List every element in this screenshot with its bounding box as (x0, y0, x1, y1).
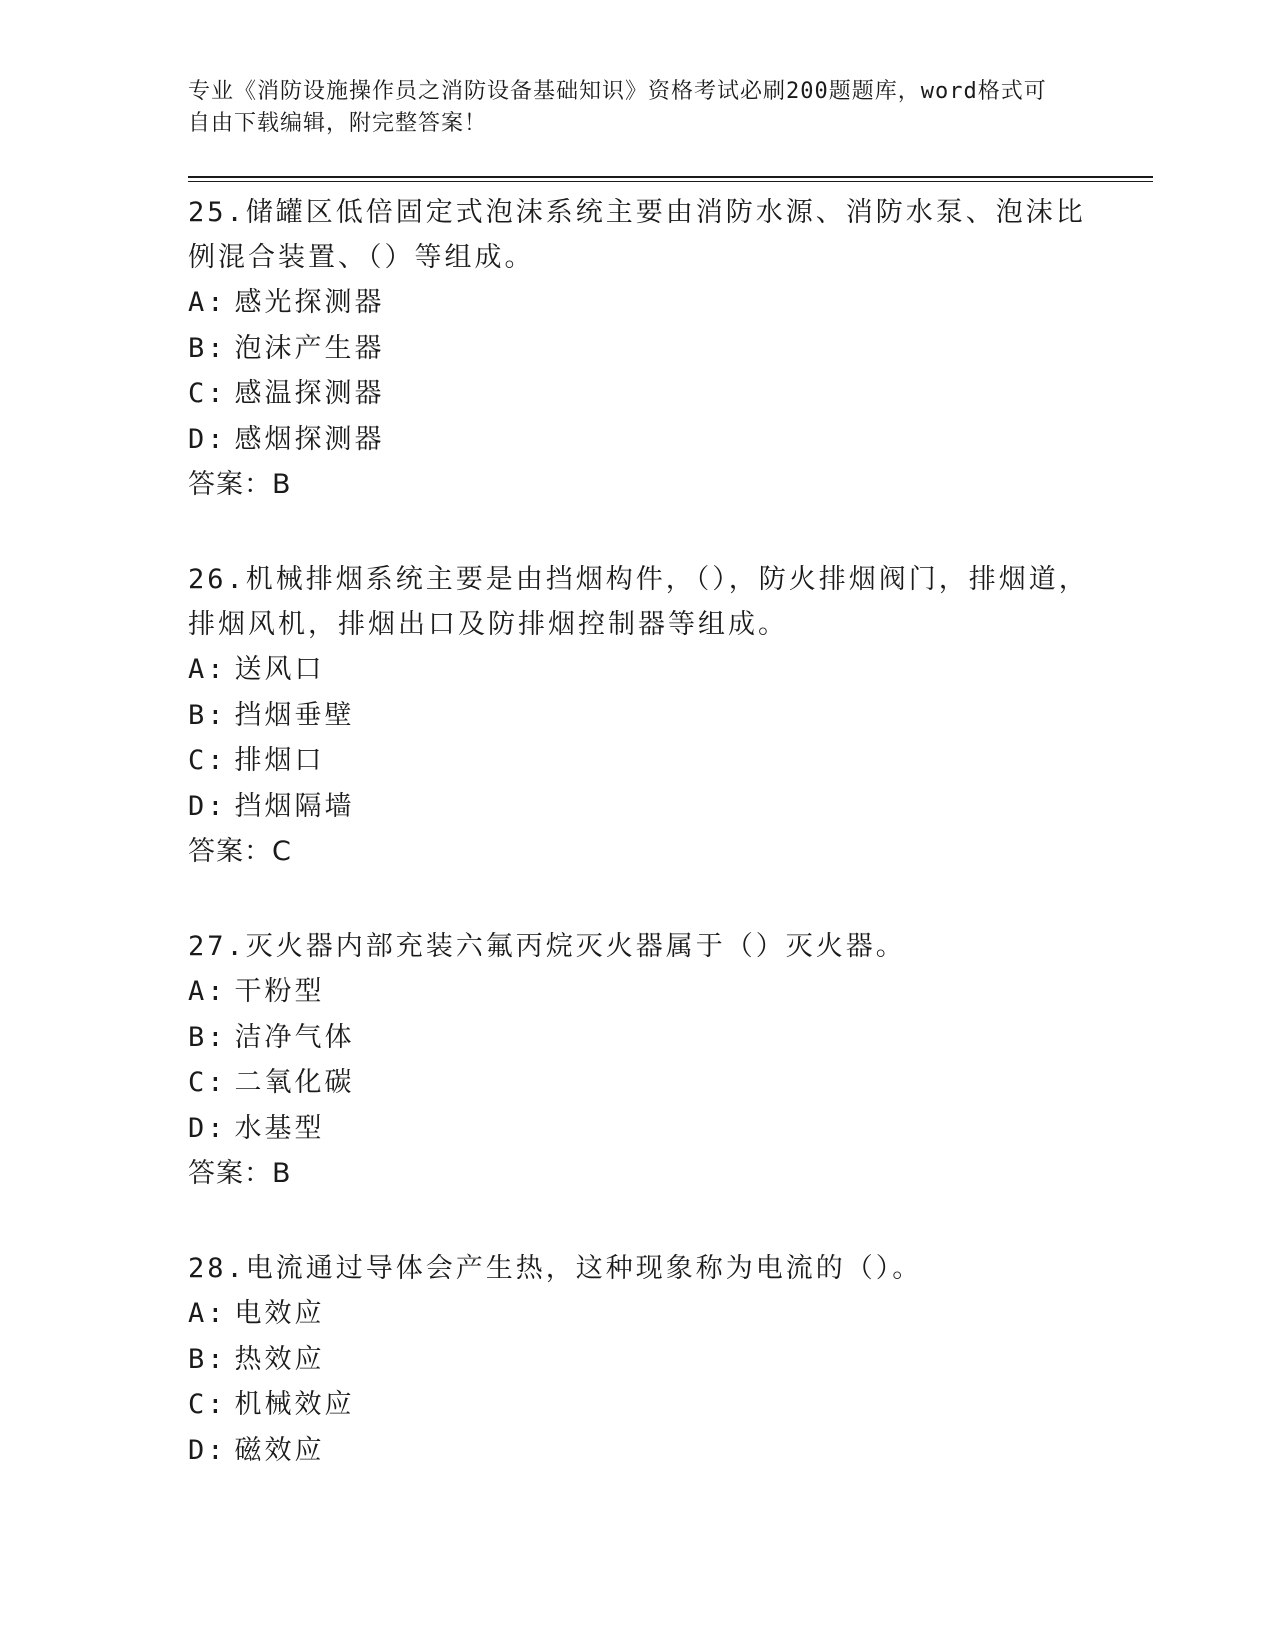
header-divider-thick (188, 176, 1153, 178)
option-c (188, 1060, 1108, 1106)
option-text: 干粉型 (234, 976, 325, 1007)
option-letter: A: (188, 1298, 227, 1329)
option-text: 感温探测器 (234, 378, 385, 409)
option-a (188, 969, 1108, 1015)
option-b (188, 1337, 1108, 1383)
option-a (188, 1291, 1108, 1337)
option-b (188, 693, 1108, 739)
option-b (188, 326, 1108, 372)
option-text: 感光探测器 (234, 287, 385, 318)
option-letter: B: (188, 1343, 227, 1375)
question-stem: 26.机械排烟系统主要是由挡烟构件，（），防火排烟阀门，排烟道，排烟风机，排烟出口及防排烟控制器等组成。 (188, 564, 1089, 640)
question-28 (188, 1246, 1108, 1473)
option-letter: B: (188, 1021, 227, 1053)
option-d (188, 417, 1108, 463)
question-26 (188, 557, 1108, 874)
option-a (188, 647, 1108, 693)
option-letter: C: (188, 1389, 227, 1420)
option-text: 磁效应 (234, 1434, 325, 1466)
option-text: 水基型 (234, 1112, 325, 1144)
option-letter: B: (188, 332, 227, 364)
answer-label: 答案：C (188, 836, 292, 867)
option-text: 电效应 (234, 1298, 325, 1329)
option-letter: B: (188, 699, 227, 731)
option-letter: C: (188, 1067, 227, 1098)
option-letter: C: (188, 745, 227, 776)
option-letter: A: (188, 287, 227, 318)
option-letter: A: (188, 654, 227, 685)
answer-label: 答案：B (188, 469, 292, 500)
option-text: 排烟口 (234, 745, 325, 776)
answer-label: 答案：B (188, 1158, 292, 1189)
question-stem: 25.储罐区低倍固定式泡沫系统主要由消防水源、消防水泵、泡沫比例混合装置、（）等组成。 (188, 197, 1086, 273)
question-25 (188, 190, 1108, 507)
option-text: 泡沫产生器 (234, 332, 385, 364)
question-list (188, 190, 1108, 1523)
option-letter: D: (188, 1434, 227, 1466)
question-stem: 28.电流通过导体会产生热，这种现象称为电流的（）。 (188, 1253, 923, 1284)
option-text: 感烟探测器 (234, 423, 385, 455)
option-d (188, 1106, 1108, 1152)
option-letter: A: (188, 976, 227, 1007)
option-text: 送风口 (234, 654, 325, 685)
option-text: 挡烟垂壁 (234, 699, 355, 731)
option-letter: D: (188, 423, 227, 455)
option-letter: D: (188, 1112, 227, 1144)
question-27 (188, 924, 1108, 1196)
option-letter: D: (188, 790, 227, 822)
option-text: 挡烟隔墙 (234, 790, 355, 822)
option-text: 二氧化碳 (234, 1067, 355, 1098)
option-text: 热效应 (234, 1343, 325, 1375)
question-stem: 27.灭火器内部充装六氟丙烷灭火器属于（）灭火器。 (188, 931, 906, 962)
option-c (188, 738, 1108, 784)
option-b (188, 1015, 1108, 1061)
option-d (188, 1428, 1108, 1474)
document-header: 专业《消防设施操作员之消防设备基础知识》资格考试必刷200题题库，word格式可自由下载编辑，附完整答案！ (188, 79, 1047, 136)
option-d (188, 784, 1108, 830)
option-c (188, 371, 1108, 417)
option-text: 洁净气体 (234, 1021, 355, 1053)
option-a (188, 280, 1108, 326)
option-letter: C: (188, 378, 227, 409)
option-c (188, 1382, 1108, 1428)
header-divider-thin (188, 181, 1153, 182)
option-text: 机械效应 (234, 1389, 355, 1420)
